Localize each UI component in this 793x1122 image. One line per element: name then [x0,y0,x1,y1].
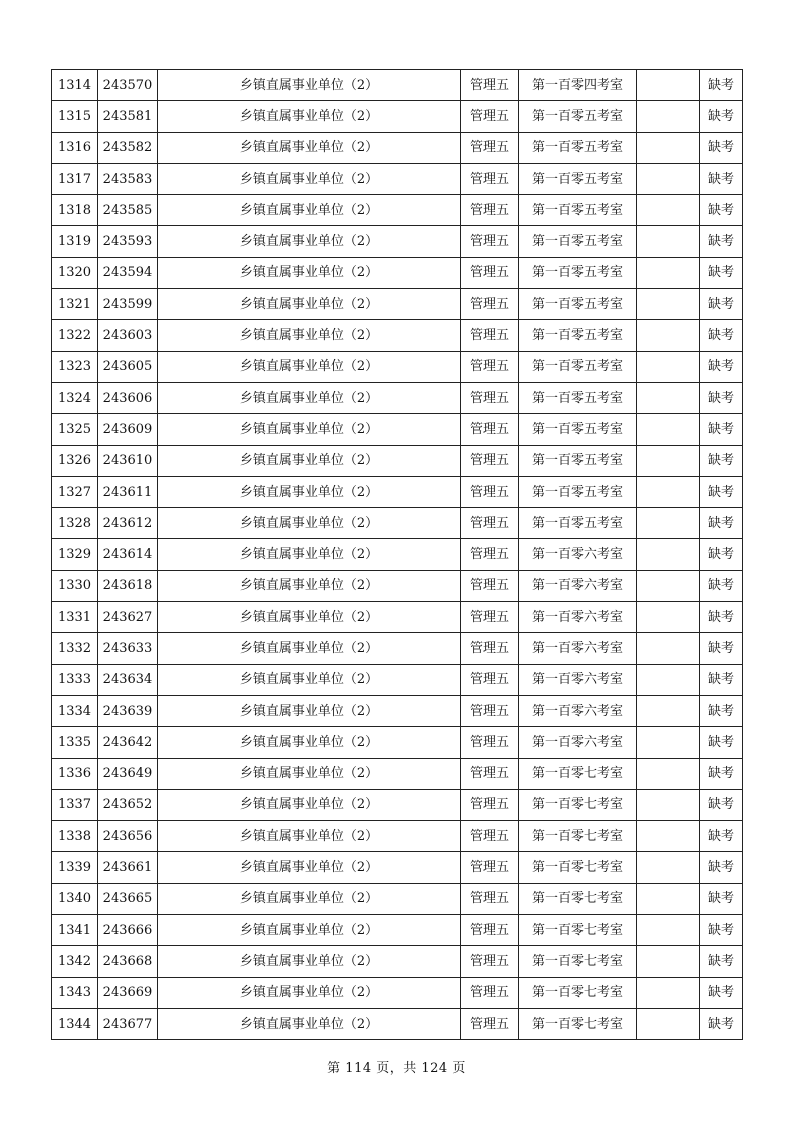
exam-room-cell: 第一百零六考室 [519,539,637,570]
exam-room-cell: 第一百零六考室 [519,727,637,758]
row-number-cell: 1341 [52,915,98,946]
table-row [52,195,743,226]
status-cell: 缺考 [700,883,743,914]
status-cell: 缺考 [700,508,743,539]
table-row [52,602,743,633]
candidate-id-cell: 243609 [98,414,158,445]
empty-cell [637,915,700,946]
position-cell: 管理五 [461,476,519,507]
unit-name-cell: 乡镇直属事业单位（2） [158,320,461,351]
exam-room-cell: 第一百零七考室 [519,977,637,1008]
empty-cell [637,633,700,664]
unit-name-cell: 乡镇直属事业单位（2） [158,101,461,132]
row-number-cell: 1325 [52,414,98,445]
table-row [52,382,743,413]
status-cell: 缺考 [700,946,743,977]
unit-name-cell: 乡镇直属事业单位（2） [158,883,461,914]
status-cell: 缺考 [700,602,743,633]
status-cell: 缺考 [700,320,743,351]
empty-cell [637,508,700,539]
row-number-cell: 1315 [52,101,98,132]
row-number-cell: 1319 [52,226,98,257]
exam-room-cell: 第一百零七考室 [519,758,637,789]
status-cell: 缺考 [700,789,743,820]
status-cell: 缺考 [700,257,743,288]
exam-room-cell: 第一百零五考室 [519,414,637,445]
table-row [52,70,743,101]
roster-sheet [51,69,742,1040]
table-row [52,414,743,445]
exam-room-cell: 第一百零六考室 [519,664,637,695]
table-row [52,883,743,914]
candidate-id-cell: 243677 [98,1008,158,1039]
row-number-cell: 1336 [52,758,98,789]
exam-room-cell: 第一百零五考室 [519,445,637,476]
table-row [52,226,743,257]
status-cell: 缺考 [700,414,743,445]
unit-name-cell: 乡镇直属事业单位（2） [158,1008,461,1039]
exam-room-cell: 第一百零七考室 [519,821,637,852]
empty-cell [637,414,700,445]
position-cell: 管理五 [461,727,519,758]
empty-cell [637,476,700,507]
empty-cell [637,289,700,320]
status-cell: 缺考 [700,915,743,946]
exam-room-cell: 第一百零五考室 [519,226,637,257]
empty-cell [637,852,700,883]
table-row [52,915,743,946]
candidate-id-cell: 243618 [98,570,158,601]
absence-table [51,69,743,1040]
exam-room-cell: 第一百零五考室 [519,132,637,163]
unit-name-cell: 乡镇直属事业单位（2） [158,508,461,539]
empty-cell [637,70,700,101]
unit-name-cell: 乡镇直属事业单位（2） [158,758,461,789]
candidate-id-cell: 243594 [98,257,158,288]
position-cell: 管理五 [461,695,519,726]
position-cell: 管理五 [461,257,519,288]
table-row [52,539,743,570]
exam-room-cell: 第一百零六考室 [519,570,637,601]
status-cell: 缺考 [700,132,743,163]
empty-cell [637,602,700,633]
unit-name-cell: 乡镇直属事业单位（2） [158,695,461,726]
table-row [52,101,743,132]
empty-cell [637,695,700,726]
row-number-cell: 1337 [52,789,98,820]
exam-room-cell: 第一百零五考室 [519,351,637,382]
unit-name-cell: 乡镇直属事业单位（2） [158,946,461,977]
unit-name-cell: 乡镇直属事业单位（2） [158,727,461,758]
exam-room-cell: 第一百零五考室 [519,195,637,226]
candidate-id-cell: 243669 [98,977,158,1008]
empty-cell [637,946,700,977]
row-number-cell: 1324 [52,382,98,413]
table-row [52,633,743,664]
candidate-id-cell: 243614 [98,539,158,570]
row-number-cell: 1317 [52,163,98,194]
position-cell: 管理五 [461,414,519,445]
empty-cell [637,758,700,789]
unit-name-cell: 乡镇直属事业单位（2） [158,789,461,820]
candidate-id-cell: 243603 [98,320,158,351]
unit-name-cell: 乡镇直属事业单位（2） [158,539,461,570]
status-cell: 缺考 [700,70,743,101]
candidate-id-cell: 243593 [98,226,158,257]
unit-name-cell: 乡镇直属事业单位（2） [158,195,461,226]
candidate-id-cell: 243612 [98,508,158,539]
row-number-cell: 1339 [52,852,98,883]
table-row [52,320,743,351]
position-cell: 管理五 [461,445,519,476]
row-number-cell: 1340 [52,883,98,914]
candidate-id-cell: 243649 [98,758,158,789]
row-number-cell: 1334 [52,695,98,726]
exam-room-cell: 第一百零六考室 [519,633,637,664]
empty-cell [637,727,700,758]
exam-room-cell: 第一百零七考室 [519,946,637,977]
position-cell: 管理五 [461,633,519,664]
row-number-cell: 1342 [52,946,98,977]
candidate-id-cell: 243634 [98,664,158,695]
row-number-cell: 1316 [52,132,98,163]
position-cell: 管理五 [461,664,519,695]
unit-name-cell: 乡镇直属事业单位（2） [158,70,461,101]
status-cell: 缺考 [700,633,743,664]
table-row [52,946,743,977]
candidate-id-cell: 243581 [98,101,158,132]
row-number-cell: 1331 [52,602,98,633]
empty-cell [637,226,700,257]
position-cell: 管理五 [461,320,519,351]
exam-room-cell: 第一百零五考室 [519,289,637,320]
status-cell: 缺考 [700,758,743,789]
row-number-cell: 1320 [52,257,98,288]
table-row [52,570,743,601]
unit-name-cell: 乡镇直属事业单位（2） [158,602,461,633]
status-cell: 缺考 [700,727,743,758]
position-cell: 管理五 [461,915,519,946]
unit-name-cell: 乡镇直属事业单位（2） [158,382,461,413]
exam-room-cell: 第一百零五考室 [519,382,637,413]
unit-name-cell: 乡镇直属事业单位（2） [158,132,461,163]
empty-cell [637,351,700,382]
status-cell: 缺考 [700,695,743,726]
position-cell: 管理五 [461,852,519,883]
table-row [52,351,743,382]
status-cell: 缺考 [700,539,743,570]
candidate-id-cell: 243605 [98,351,158,382]
unit-name-cell: 乡镇直属事业单位（2） [158,977,461,1008]
row-number-cell: 1323 [52,351,98,382]
table-row [52,727,743,758]
position-cell: 管理五 [461,883,519,914]
position-cell: 管理五 [461,132,519,163]
empty-cell [637,195,700,226]
position-cell: 管理五 [461,289,519,320]
empty-cell [637,883,700,914]
exam-room-cell: 第一百零六考室 [519,695,637,726]
table-row [52,163,743,194]
candidate-id-cell: 243582 [98,132,158,163]
unit-name-cell: 乡镇直属事业单位（2） [158,570,461,601]
status-cell: 缺考 [700,226,743,257]
table-row [52,758,743,789]
candidate-id-cell: 243599 [98,289,158,320]
empty-cell [637,570,700,601]
row-number-cell: 1344 [52,1008,98,1039]
empty-cell [637,789,700,820]
position-cell: 管理五 [461,602,519,633]
position-cell: 管理五 [461,946,519,977]
empty-cell [637,977,700,1008]
status-cell: 缺考 [700,570,743,601]
unit-name-cell: 乡镇直属事业单位（2） [158,633,461,664]
exam-room-cell: 第一百零七考室 [519,789,637,820]
empty-cell [637,1008,700,1039]
candidate-id-cell: 243668 [98,946,158,977]
position-cell: 管理五 [461,70,519,101]
empty-cell [637,821,700,852]
position-cell: 管理五 [461,758,519,789]
candidate-id-cell: 243652 [98,789,158,820]
row-number-cell: 1327 [52,476,98,507]
unit-name-cell: 乡镇直属事业单位（2） [158,476,461,507]
unit-name-cell: 乡镇直属事业单位（2） [158,257,461,288]
candidate-id-cell: 243656 [98,821,158,852]
table-row [52,508,743,539]
empty-cell [637,101,700,132]
exam-room-cell: 第一百零七考室 [519,915,637,946]
candidate-id-cell: 243611 [98,476,158,507]
empty-cell [637,664,700,695]
unit-name-cell: 乡镇直属事业单位（2） [158,852,461,883]
exam-room-cell: 第一百零七考室 [519,883,637,914]
row-number-cell: 1328 [52,508,98,539]
empty-cell [637,132,700,163]
candidate-id-cell: 243583 [98,163,158,194]
table-body [52,70,743,1040]
position-cell: 管理五 [461,570,519,601]
row-number-cell: 1333 [52,664,98,695]
empty-cell [637,539,700,570]
position-cell: 管理五 [461,163,519,194]
exam-room-cell: 第一百零五考室 [519,508,637,539]
status-cell: 缺考 [700,101,743,132]
table-row [52,977,743,1008]
row-number-cell: 1338 [52,821,98,852]
position-cell: 管理五 [461,226,519,257]
exam-room-cell: 第一百零五考室 [519,320,637,351]
status-cell: 缺考 [700,289,743,320]
table-row [52,476,743,507]
page-footer: 第 114 页，共 124 页 [327,1061,466,1076]
position-cell: 管理五 [461,539,519,570]
exam-room-cell: 第一百零五考室 [519,101,637,132]
row-number-cell: 1330 [52,570,98,601]
table-row [52,664,743,695]
exam-room-cell: 第一百零六考室 [519,602,637,633]
candidate-id-cell: 243585 [98,195,158,226]
row-number-cell: 1343 [52,977,98,1008]
status-cell: 缺考 [700,163,743,194]
position-cell: 管理五 [461,508,519,539]
table-row [52,132,743,163]
unit-name-cell: 乡镇直属事业单位（2） [158,163,461,194]
candidate-id-cell: 243665 [98,883,158,914]
unit-name-cell: 乡镇直属事业单位（2） [158,821,461,852]
candidate-id-cell: 243666 [98,915,158,946]
empty-cell [637,163,700,194]
row-number-cell: 1329 [52,539,98,570]
position-cell: 管理五 [461,789,519,820]
position-cell: 管理五 [461,195,519,226]
exam-room-cell: 第一百零四考室 [519,70,637,101]
exam-room-cell: 第一百零五考室 [519,163,637,194]
exam-room-cell: 第一百零七考室 [519,852,637,883]
status-cell: 缺考 [700,195,743,226]
candidate-id-cell: 243642 [98,727,158,758]
candidate-id-cell: 243661 [98,852,158,883]
status-cell: 缺考 [700,1008,743,1039]
unit-name-cell: 乡镇直属事业单位（2） [158,351,461,382]
row-number-cell: 1335 [52,727,98,758]
position-cell: 管理五 [461,821,519,852]
empty-cell [637,445,700,476]
unit-name-cell: 乡镇直属事业单位（2） [158,445,461,476]
position-cell: 管理五 [461,101,519,132]
exam-room-cell: 第一百零五考室 [519,476,637,507]
row-number-cell: 1321 [52,289,98,320]
empty-cell [637,320,700,351]
table-row [52,821,743,852]
table-row [52,289,743,320]
table-row [52,257,743,288]
row-number-cell: 1332 [52,633,98,664]
status-cell: 缺考 [700,351,743,382]
unit-name-cell: 乡镇直属事业单位（2） [158,226,461,257]
position-cell: 管理五 [461,351,519,382]
status-cell: 缺考 [700,821,743,852]
position-cell: 管理五 [461,382,519,413]
table-row [52,445,743,476]
status-cell: 缺考 [700,977,743,1008]
row-number-cell: 1322 [52,320,98,351]
unit-name-cell: 乡镇直属事业单位（2） [158,664,461,695]
empty-cell [637,257,700,288]
exam-room-cell: 第一百零五考室 [519,257,637,288]
table-row [52,852,743,883]
status-cell: 缺考 [700,476,743,507]
candidate-id-cell: 243627 [98,602,158,633]
empty-cell [637,382,700,413]
row-number-cell: 1318 [52,195,98,226]
status-cell: 缺考 [700,382,743,413]
unit-name-cell: 乡镇直属事业单位（2） [158,414,461,445]
unit-name-cell: 乡镇直属事业单位（2） [158,915,461,946]
position-cell: 管理五 [461,1008,519,1039]
status-cell: 缺考 [700,445,743,476]
row-number-cell: 1314 [52,70,98,101]
candidate-id-cell: 243606 [98,382,158,413]
position-cell: 管理五 [461,977,519,1008]
candidate-id-cell: 243639 [98,695,158,726]
status-cell: 缺考 [700,664,743,695]
candidate-id-cell: 243633 [98,633,158,664]
unit-name-cell: 乡镇直属事业单位（2） [158,289,461,320]
status-cell: 缺考 [700,852,743,883]
row-number-cell: 1326 [52,445,98,476]
candidate-id-cell: 243570 [98,70,158,101]
table-row [52,789,743,820]
candidate-id-cell: 243610 [98,445,158,476]
table-row [52,1008,743,1039]
exam-room-cell: 第一百零七考室 [519,1008,637,1039]
table-row [52,695,743,726]
